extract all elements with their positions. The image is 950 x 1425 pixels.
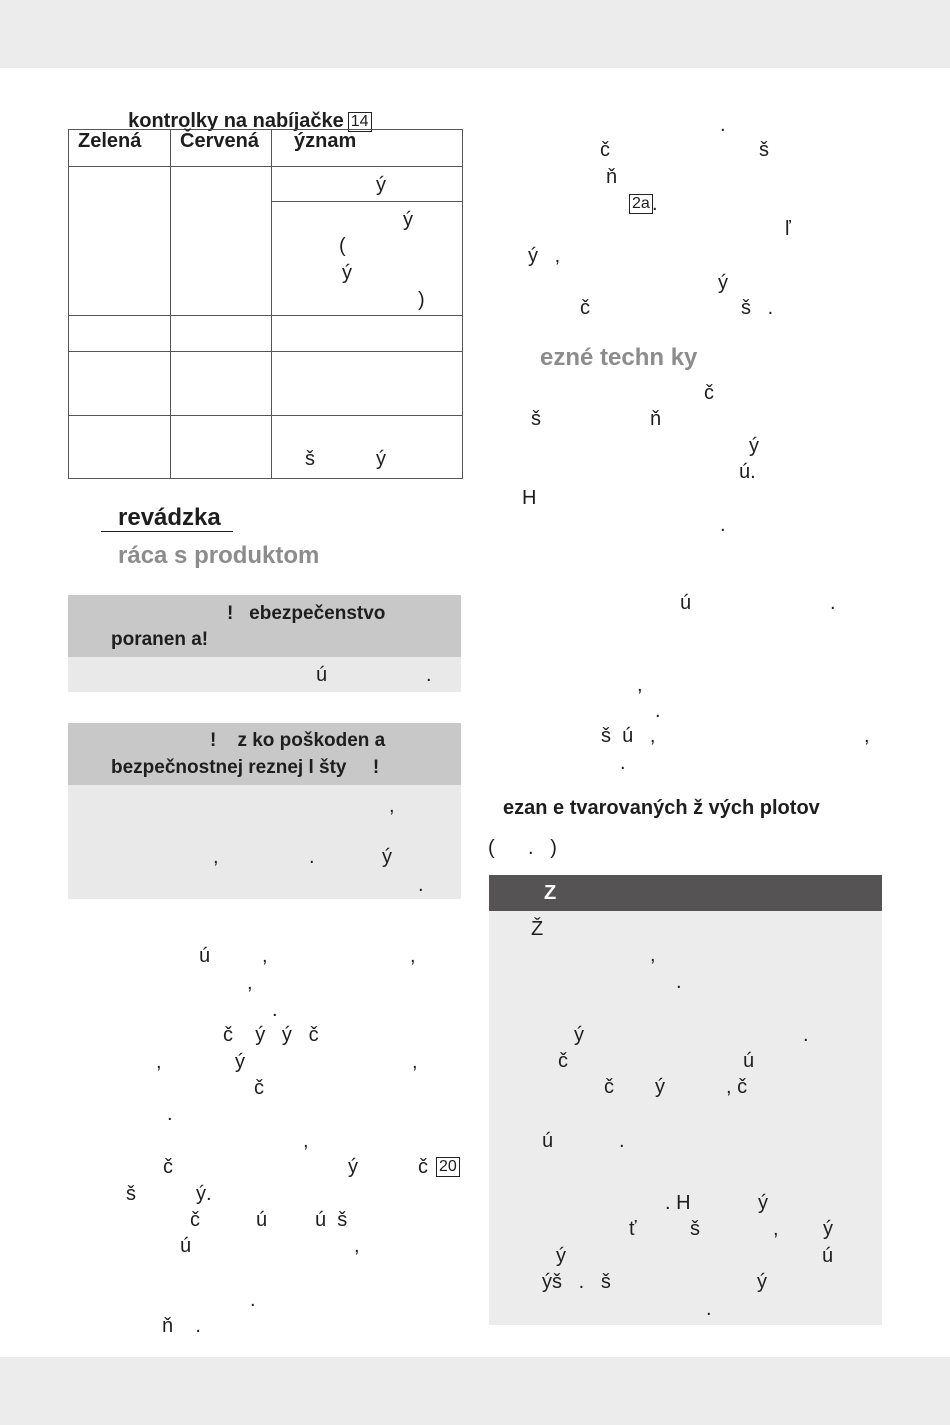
text-fragment: č ý ý č bbox=[223, 1024, 319, 1046]
section-title: revádzka bbox=[118, 504, 221, 531]
text-fragment: š bbox=[690, 1218, 700, 1240]
text-fragment: ň bbox=[606, 166, 618, 188]
text-fragment: ú bbox=[542, 1130, 554, 1152]
text-fragment: č bbox=[254, 1077, 264, 1099]
text-fragment: , bbox=[354, 1235, 360, 1257]
text-fragment: č bbox=[704, 382, 714, 404]
text-fragment: . bbox=[706, 1298, 712, 1320]
text-fragment: č bbox=[418, 1156, 428, 1178]
text-fragment: š . bbox=[741, 297, 774, 319]
text-fragment: , bbox=[247, 972, 253, 994]
text-fragment: ý bbox=[823, 1218, 833, 1240]
warning-fragment: . bbox=[418, 874, 424, 896]
text-fragment: š bbox=[531, 408, 541, 430]
table-cell bbox=[69, 352, 171, 416]
section-title-underline bbox=[101, 531, 233, 532]
text-fragment: ý bbox=[749, 435, 759, 457]
indicator-heading-text: kontrolky na nabíjačke bbox=[128, 110, 344, 132]
text-fragment: ý bbox=[235, 1051, 245, 1073]
page-header-band bbox=[0, 0, 950, 68]
text-fragment: ý bbox=[556, 1245, 566, 1267]
warning-title-line2: poranen a! bbox=[111, 629, 209, 650]
text-fragment: . bbox=[676, 971, 682, 993]
warning-box-injury bbox=[68, 595, 461, 657]
text-fragment: š ú , bbox=[601, 725, 656, 747]
indicator-ref-number: 14 bbox=[348, 112, 372, 132]
table-cell bbox=[272, 167, 463, 202]
table-header-red: Červená bbox=[171, 130, 272, 167]
text-fragment: ú bbox=[256, 1209, 268, 1231]
warning-title-line2: bezpečnostnej reznej l šty ! bbox=[111, 757, 380, 778]
warning-fragment: . bbox=[426, 664, 432, 686]
text-fragment: ľ bbox=[785, 218, 791, 240]
text-fragment: ú. bbox=[739, 461, 756, 483]
cell-fragment: ý bbox=[376, 174, 386, 196]
indicator-heading bbox=[117, 87, 372, 133]
table-cell bbox=[272, 416, 463, 479]
table-cell bbox=[171, 416, 272, 479]
warning-title: ! z ko poškoden a bbox=[210, 730, 386, 751]
text-fragment: č bbox=[604, 1076, 614, 1098]
text-fragment: ý bbox=[574, 1024, 584, 1046]
ref-number-20: 20 bbox=[436, 1157, 460, 1177]
cell-fragment: ( bbox=[339, 235, 346, 257]
text-fragment: ýš . š bbox=[542, 1271, 611, 1293]
text-fragment: č bbox=[600, 139, 610, 161]
text-fragment: , bbox=[303, 1130, 309, 1152]
text-fragment: ý bbox=[348, 1156, 358, 1178]
text-fragment: š bbox=[759, 139, 769, 161]
cell-fragment: ý bbox=[376, 448, 386, 470]
warning-box-damage-body bbox=[68, 785, 461, 899]
cell-fragment: ý bbox=[342, 262, 352, 284]
text-fragment: . bbox=[620, 752, 626, 774]
text-fragment: , č bbox=[726, 1076, 748, 1098]
warning-fragment: . bbox=[309, 846, 315, 868]
indicator-table bbox=[68, 129, 463, 479]
text-fragment: ý bbox=[758, 1192, 768, 1214]
text-fragment: ú bbox=[680, 592, 692, 614]
text-fragment: . bbox=[250, 1289, 256, 1311]
text-fragment: ú bbox=[180, 1235, 192, 1257]
text-fragment: ý bbox=[757, 1271, 767, 1293]
text-fragment: š bbox=[126, 1183, 136, 1205]
warning-fragment: ú bbox=[316, 664, 328, 686]
table-cell bbox=[171, 352, 272, 416]
text-fragment: ň . bbox=[162, 1315, 201, 1337]
text-fragment: ý. bbox=[196, 1183, 212, 1205]
text-fragment: , bbox=[637, 674, 643, 696]
text-fragment: ú bbox=[822, 1245, 834, 1267]
text-fragment: ý bbox=[718, 272, 728, 294]
warning-box-injury-body bbox=[68, 657, 461, 692]
table-cell bbox=[171, 167, 272, 316]
text-fragment: , bbox=[864, 725, 870, 747]
text-fragment: , bbox=[156, 1051, 162, 1073]
warning-title: ! ebezpečenstvo bbox=[227, 603, 386, 624]
text-fragment: ú bbox=[743, 1050, 755, 1072]
tip-title: Z bbox=[544, 882, 557, 904]
table-cell bbox=[69, 167, 171, 316]
text-fragment: Ž bbox=[531, 918, 544, 940]
warning-fragment: , bbox=[389, 795, 395, 817]
text-fragment: , bbox=[773, 1218, 779, 1240]
text-fragment: . bbox=[167, 1103, 173, 1125]
warning-fragment: , bbox=[213, 846, 219, 868]
text-fragment: . H bbox=[665, 1192, 691, 1214]
warning-box-damage bbox=[68, 723, 461, 785]
section-title-techniques: ezné techn ky bbox=[540, 344, 698, 371]
text-fragment: . bbox=[652, 193, 658, 215]
table-cell bbox=[272, 352, 463, 416]
text-fragment: ť bbox=[629, 1218, 637, 1240]
table-cell bbox=[69, 316, 171, 352]
text-fragment: . bbox=[619, 1130, 625, 1152]
text-fragment: ú bbox=[199, 945, 211, 967]
text-fragment: č bbox=[163, 1156, 173, 1178]
text-fragment: H bbox=[522, 487, 537, 509]
parenthetical-note: ( . ) bbox=[488, 837, 557, 859]
text-fragment: . bbox=[803, 1024, 809, 1046]
text-fragment: , bbox=[650, 944, 656, 966]
cell-fragment: ) bbox=[418, 289, 425, 311]
text-fragment: č bbox=[558, 1050, 568, 1072]
tip-box-body bbox=[489, 911, 882, 1325]
warning-fragment: ý bbox=[382, 846, 392, 868]
text-fragment: . bbox=[655, 700, 661, 722]
tip-box-header bbox=[489, 875, 882, 911]
text-fragment: č bbox=[190, 1209, 200, 1231]
subsection-title: ráca s produktom bbox=[118, 542, 320, 569]
text-fragment: ň bbox=[650, 408, 662, 430]
text-fragment: , bbox=[412, 1051, 418, 1073]
cell-fragment: š bbox=[305, 448, 315, 470]
text-fragment: ú š bbox=[315, 1209, 348, 1231]
table-cell bbox=[272, 316, 463, 352]
cell-fragment: ý bbox=[403, 209, 413, 231]
table-header-green: Zelená bbox=[69, 130, 171, 167]
ref-number-2a: 2a bbox=[629, 194, 653, 214]
subheading-hedge-cutting: ezan e tvarovaných ž vých plotov bbox=[503, 797, 820, 819]
table-cell bbox=[272, 202, 463, 316]
text-fragment: , bbox=[410, 945, 416, 967]
text-fragment: . bbox=[720, 514, 726, 536]
text-fragment: ý bbox=[655, 1076, 665, 1098]
text-fragment: , bbox=[262, 945, 268, 967]
text-fragment: ý , bbox=[528, 245, 561, 267]
text-fragment: . bbox=[830, 592, 836, 614]
table-header-meaning: ýznam bbox=[272, 130, 463, 167]
text-fragment: . bbox=[720, 114, 726, 136]
text-fragment: č bbox=[580, 297, 590, 319]
page-footer-band bbox=[0, 1357, 950, 1425]
text-fragment: . bbox=[272, 999, 278, 1021]
table-cell bbox=[171, 316, 272, 352]
table-cell bbox=[69, 416, 171, 479]
